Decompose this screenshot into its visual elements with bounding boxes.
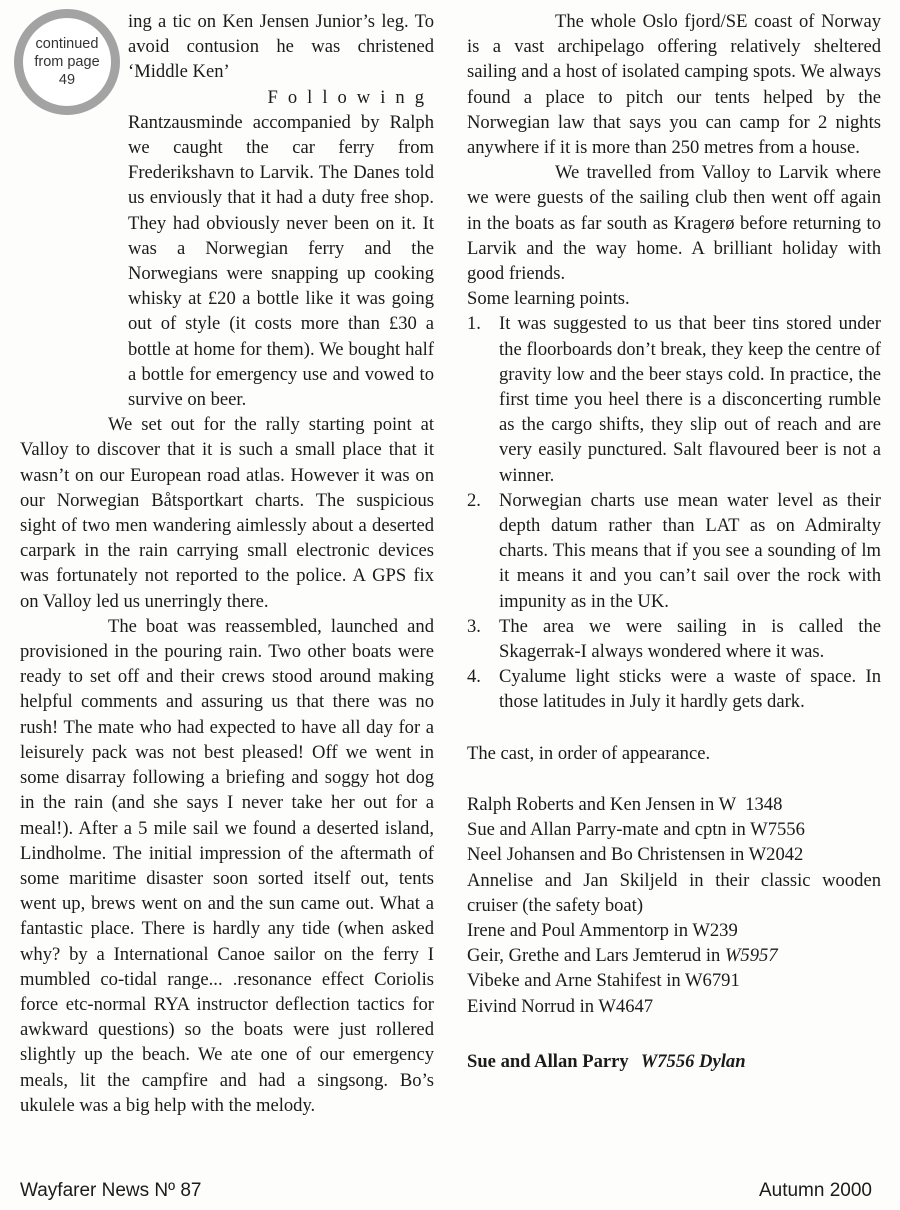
cast-entry: Eivind Norrud in W4647: [467, 995, 654, 1017]
author-boat: W7556 Dylan: [640, 1050, 746, 1072]
cast-list: [467, 792, 881, 1019]
learning-points-intro: Some learning points.: [467, 288, 630, 310]
cast-entry: Annelise and Jan Skiljeld in their classic wooden cruiser (the safety boat): [467, 869, 881, 916]
spacer: [467, 766, 881, 792]
list-item: [467, 488, 881, 614]
list-text: Cyalume light sticks were a waste of space. In those latitudes in July it hardly gets dark.: [499, 666, 881, 713]
list-item: [467, 664, 881, 714]
cast-entry: Ralph Roberts and Ken Jensen in W 1348: [467, 793, 783, 815]
right-column: [467, 9, 881, 1074]
author-names: Sue and Allan Parry: [467, 1050, 629, 1072]
cast-entry: Vibeke and Arne Stahifest in W6791: [467, 970, 740, 992]
list-number: 2.: [467, 489, 481, 511]
cast-entry-text: Geir, Grethe and Lars Jemterud in: [467, 945, 725, 967]
article-paragraph: We travelled from Valloy to Larvik where we were guests of the sailing club then went off again in the boats as far south as Kragerø before returning to Larvik and the way home. A brilliant holiday with good friends.: [467, 162, 881, 285]
list-text: Norwegian charts use mean water level as their depth datum rather than LAT as on Admiralty charts. This means that if you see a sounding of lm it means it and you can’t sail over the rock with impunity as in the UK.: [499, 489, 881, 612]
list-number: 4.: [467, 666, 481, 688]
article-paragraph: The boat was reassembled, launched and provisioned in the pouring rain. Two other boats were ready to set off and their crews stood around making helpful comments and assuring us that there was no rush! The mate who had expected to have all day for a leisurely pack was not best pleased! Off we went in some disarray following a briefing and soggy hot dog in the rain (and she says I never take her out for a meal!). After a 5 mile sail we found a deserted island, Lindholme. The initial impression of the aftermath of some maritime disaster soon sorted itself out, tents went up, brews went on and the sun came out. What a fantastic place. There is hardly any tide (when asked why? by a International Canoe sailor on the ferry I mumbled co-tidal range... .resonance effect Coriolis force etc-normal RYA instructor deflection tactics for awkward questions) so the boats were just rollered slightly up the beach. We ate one of our emergency meals, lit the campfire and had a singsong. Bo’s ukulele was a big help with the melody.: [20, 615, 434, 1116]
footer-issue-date: Autumn 2000: [758, 1180, 872, 1201]
spacer: [467, 1019, 881, 1049]
list-item: [467, 614, 881, 664]
badge-line: from page: [34, 54, 100, 70]
author-signature: [467, 1049, 881, 1074]
cast-entry: Sue and Allan Parry-mate and cptn in W7556: [467, 819, 805, 841]
cast-entry: [467, 943, 881, 968]
article-paragraph: Rantzausminde accompanied by Ralph we caught the car ferry from Frederikshavn to Larvik. The Danes told us enviously that it had a duty free shop. They had obviously never been on it. It was a Norwegian ferry and the Norwegians were snapping up cooking whisky at £20 a bottle like it was going out of style (it costs more than £30 a bottle at home for them). We bought half a bottle for emergency use and vowed to survive on beer.: [128, 111, 434, 411]
list-item: [467, 311, 881, 487]
list-number: 1.: [467, 313, 481, 335]
cast-entry: Neel Johansen and Bo Christensen in W2042: [467, 844, 804, 866]
footer-publication: Wayfarer News Nº 87: [20, 1180, 202, 1201]
badge-line: continued: [35, 36, 99, 52]
cast-entry-boat: W5957: [724, 945, 778, 967]
left-column: [20, 9, 434, 1118]
article-paragraph: We set out for the rally starting point at Valloy to discover that it is such a small place that it wasn’t on our European road atlas. However it was on our Norwegian Båtsportkart charts. The suspicious sight of two men wandering aimlessly about a deserted carpark in the rain carrying small electronic devices was fortunately not reported to the police. A GPS fix on Valloy led us unerringly there.: [20, 414, 434, 612]
continued-badge: [14, 9, 120, 115]
list-text: The area we were sailing in is called the Skagerrak-I always wondered where it was.: [499, 615, 881, 663]
badge-page-number: 49: [58, 72, 76, 88]
list-text: It was suggested to us that beer tins stored under the floorboards don’t break, they keep the centre of gravity low and the beer stays cold. In practice, the first time you heel there is a disconcerting rumble as the cargo shifts, they slip out of reach and are very easily punctured. Salt flavoured beer is not a winner.: [499, 313, 881, 486]
learning-points-list: [467, 311, 881, 714]
article-paragraph: ing a tic on Ken Jensen Junior’s leg. To avoid contusion he was christened ‘Middle Ken’: [128, 11, 434, 83]
cast-heading: The cast, in order of appearance.: [467, 742, 711, 764]
article-spaced-word: Following: [267, 86, 434, 108]
spacer: [467, 715, 881, 741]
list-number: 3.: [467, 615, 481, 637]
cast-entry: Irene and Poul Ammentorp in W239: [467, 919, 738, 941]
article-paragraph: The whole Oslo fjord/SE coast of Norway is a vast archipelago offering relatively sheltered sailing and a host of isolated camping spots. We always found a place to pitch our tents helped by the Norwegian law that says you can camp for 2 nights anywhere if it is more than 250 metres from a house.: [467, 11, 881, 159]
